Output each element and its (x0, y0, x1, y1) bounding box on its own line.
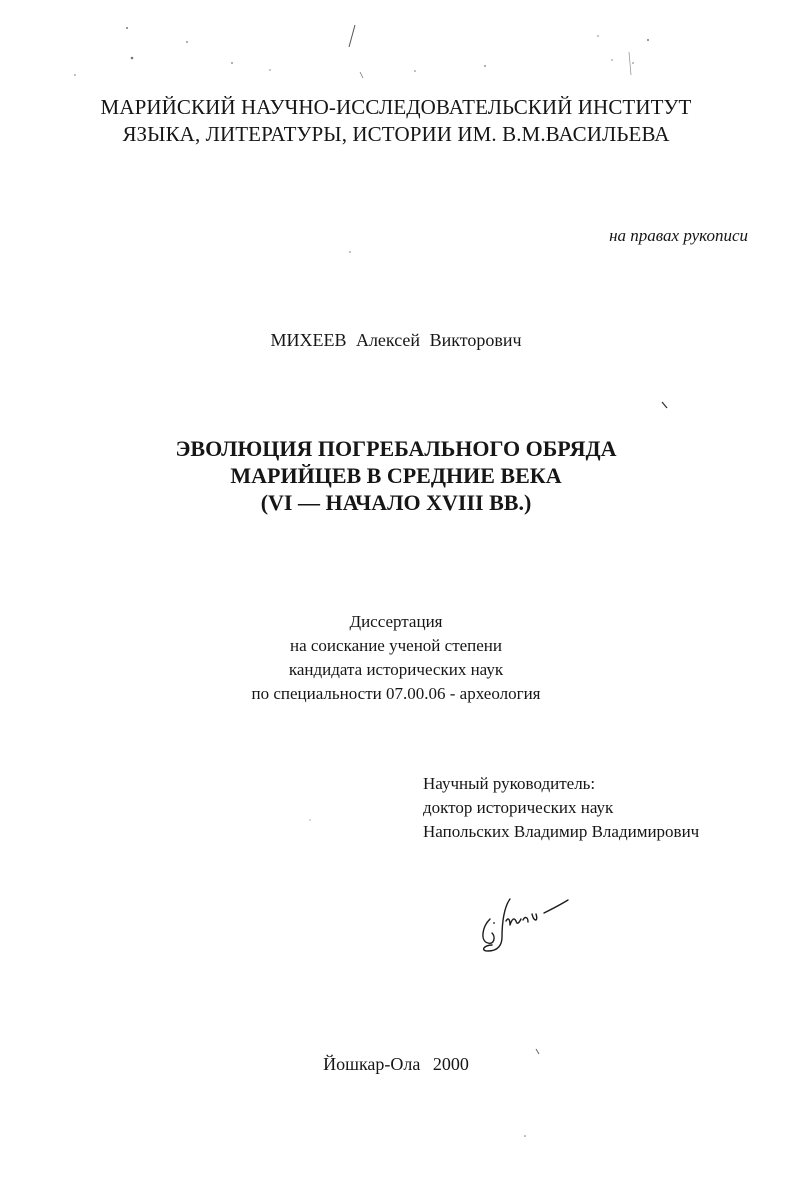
place-and-year (0, 1054, 792, 1075)
degree-line-4: по специальности 07.00.06 - археология (251, 684, 541, 703)
author-surname: МИХЕЕВ (270, 330, 347, 350)
supervisor-label: Научный руководитель: (423, 774, 596, 793)
supervisor-degree: доктор исторических наук (423, 798, 614, 817)
supervisor-name: Напольских Владимир Владимирович (423, 822, 700, 841)
title-line-2: МАРИЙЦЕВ В СРЕДНИЕ ВЕКА (230, 463, 562, 488)
degree-line-2: на соискание ученой степени (289, 636, 503, 655)
publication-year: 2000 (432, 1054, 469, 1074)
dissertation-title (0, 435, 792, 516)
manuscript-status: на правах рукописи (609, 226, 748, 245)
degree-statement (0, 610, 792, 706)
title-line-3: (VI — НАЧАЛО XVIII ВВ.) (260, 490, 532, 515)
author-name (0, 330, 792, 351)
degree-line-3: кандидата исторических наук (288, 660, 504, 679)
place-name: Йошкар-Ола (323, 1054, 421, 1074)
institute-line-1: МАРИЙСКИЙ НАУЧНО-ИССЛЕДОВАТЕЛЬСКИЙ ИНСТИТУТ (100, 95, 692, 119)
handwritten-signature-icon (476, 893, 576, 953)
institute-name (0, 94, 792, 148)
institute-line-2: ЯЗЫКА, ЛИТЕРАТУРЫ, ИСТОРИИ ИМ. В.М.ВАСИЛЬЕВА (122, 122, 670, 146)
degree-line-1: Диссертация (349, 612, 443, 631)
author-given-names: Алексей (355, 330, 421, 350)
title-line-1: ЭВОЛЮЦИЯ ПОГРЕБАЛЬНОГО ОБРЯДА (175, 436, 617, 461)
supervisor-block (423, 772, 699, 844)
author-patronymic: Викторович (429, 330, 522, 350)
